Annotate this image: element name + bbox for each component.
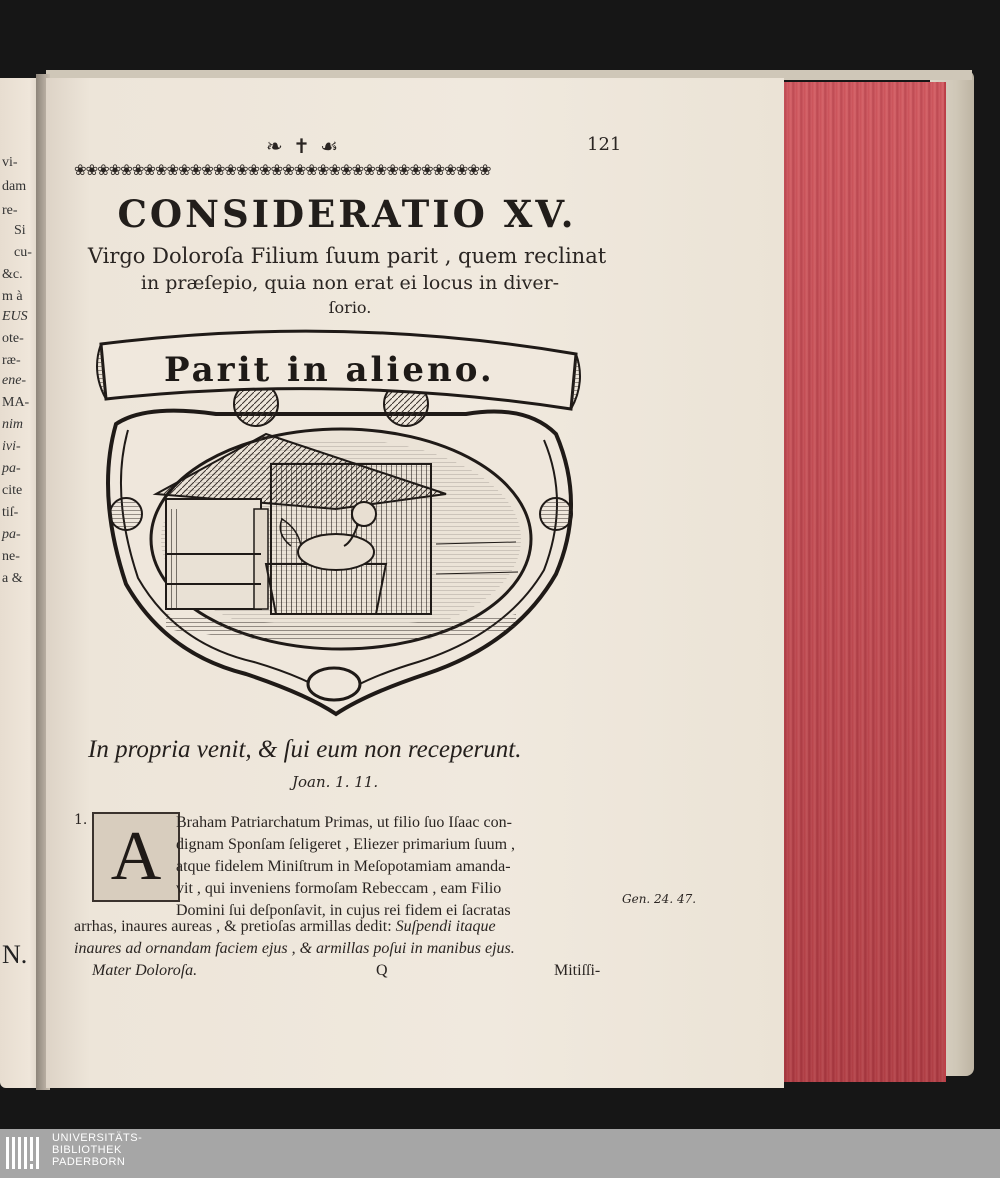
library-logo-icon xyxy=(4,1133,44,1173)
left-fragment: &c. xyxy=(2,267,23,282)
initial-letter: A xyxy=(110,818,162,895)
catchword: Mitiſſi- xyxy=(554,962,601,979)
body-line-last: inaures ad ornandam faciem ejus , & armillas poſui in manibus ejus. xyxy=(74,940,515,957)
biblical-reference: Joan. 1. 11. xyxy=(292,773,379,791)
body-line-italic: Suſpendi itaque xyxy=(395,918,496,935)
left-fragment: re- xyxy=(2,203,18,218)
running-head-ornament: ❧ ✝ ☙ xyxy=(266,134,341,158)
left-fragment: cite xyxy=(2,483,23,498)
body-line: dignam Sponſam ſeligeret , Eliezer primarium ſuum , xyxy=(176,836,516,853)
ornament-rule: ❀❀❀❀❀❀❀❀❀❀❀❀❀❀❀❀❀❀❀❀❀❀❀❀❀❀❀❀❀❀❀❀❀❀❀❀ xyxy=(74,161,491,179)
left-fragment: EUS xyxy=(2,309,28,324)
left-fragment: ræ- xyxy=(2,353,21,368)
left-fragment: pa- xyxy=(2,461,21,476)
emblem-motto: Parit in alieno. xyxy=(164,350,495,390)
body-line: atque fidelem Miniſtrum in Meſopotamiam amanda- xyxy=(176,858,511,875)
body-line xyxy=(74,918,496,936)
body-line-text: arrhas, inaures aureas , & pretioſas armillas dedit: xyxy=(74,918,392,935)
margin-note: Gen. 24. 47. xyxy=(622,892,697,906)
library-footer xyxy=(0,1129,1000,1178)
catch-title: Mater Doloroſa. xyxy=(92,962,198,979)
left-fragment: ene- xyxy=(2,373,27,388)
page-edge-shade xyxy=(778,82,944,1082)
body-line: vit , qui inveniens formoſam Rebeccam , eam Filio xyxy=(176,880,502,897)
body-line: Braham Patriarchatum Primas, ut filio ſuo Iſaac con- xyxy=(176,814,512,831)
left-fragment: a & xyxy=(2,571,23,586)
decorated-initial xyxy=(92,812,180,902)
paragraph-number: 1. xyxy=(74,812,88,828)
subtitle-line-3: ſorio. xyxy=(328,298,372,317)
library-name xyxy=(52,1132,142,1168)
body-line: Domini ſui deſponſavit, in cujus rei fidem ei ſacratas xyxy=(176,902,511,919)
library-name-line: BIBLIOTHEK xyxy=(52,1144,122,1156)
biblical-quote: In propria venit, & ſui eum non receperunt. xyxy=(88,736,522,763)
library-name-line: UNIVERSITÄTS- xyxy=(52,1132,143,1144)
left-fragment: Si xyxy=(14,223,26,238)
left-fragment: nim xyxy=(2,417,23,432)
subtitle-line-2: in præſepio, quia non erat ei locus in diver- xyxy=(140,272,560,294)
left-fragment: dam xyxy=(2,179,27,194)
left-fragment: pa- xyxy=(2,527,21,542)
page-number: 121 xyxy=(587,134,622,155)
library-name-line: PADERBORN xyxy=(52,1156,126,1168)
left-fragment: ne- xyxy=(2,549,20,564)
left-fragment: MA- xyxy=(2,395,30,410)
subtitle-line-1: Virgo Doloroſa Filium ſuum parit , quem reclinat xyxy=(87,244,607,268)
left-fragment: ote- xyxy=(2,331,24,346)
left-fragment: ivi- xyxy=(2,439,21,454)
left-fragment: m à xyxy=(2,289,23,304)
signature-mark: Q xyxy=(376,962,388,979)
page-title: CONSIDERATIO XV. xyxy=(117,192,577,236)
left-large-letter: N. xyxy=(2,940,28,969)
left-fragment: tiſ- xyxy=(2,505,19,520)
left-fragment: cu- xyxy=(14,245,32,260)
left-fragment: vi- xyxy=(2,155,18,170)
